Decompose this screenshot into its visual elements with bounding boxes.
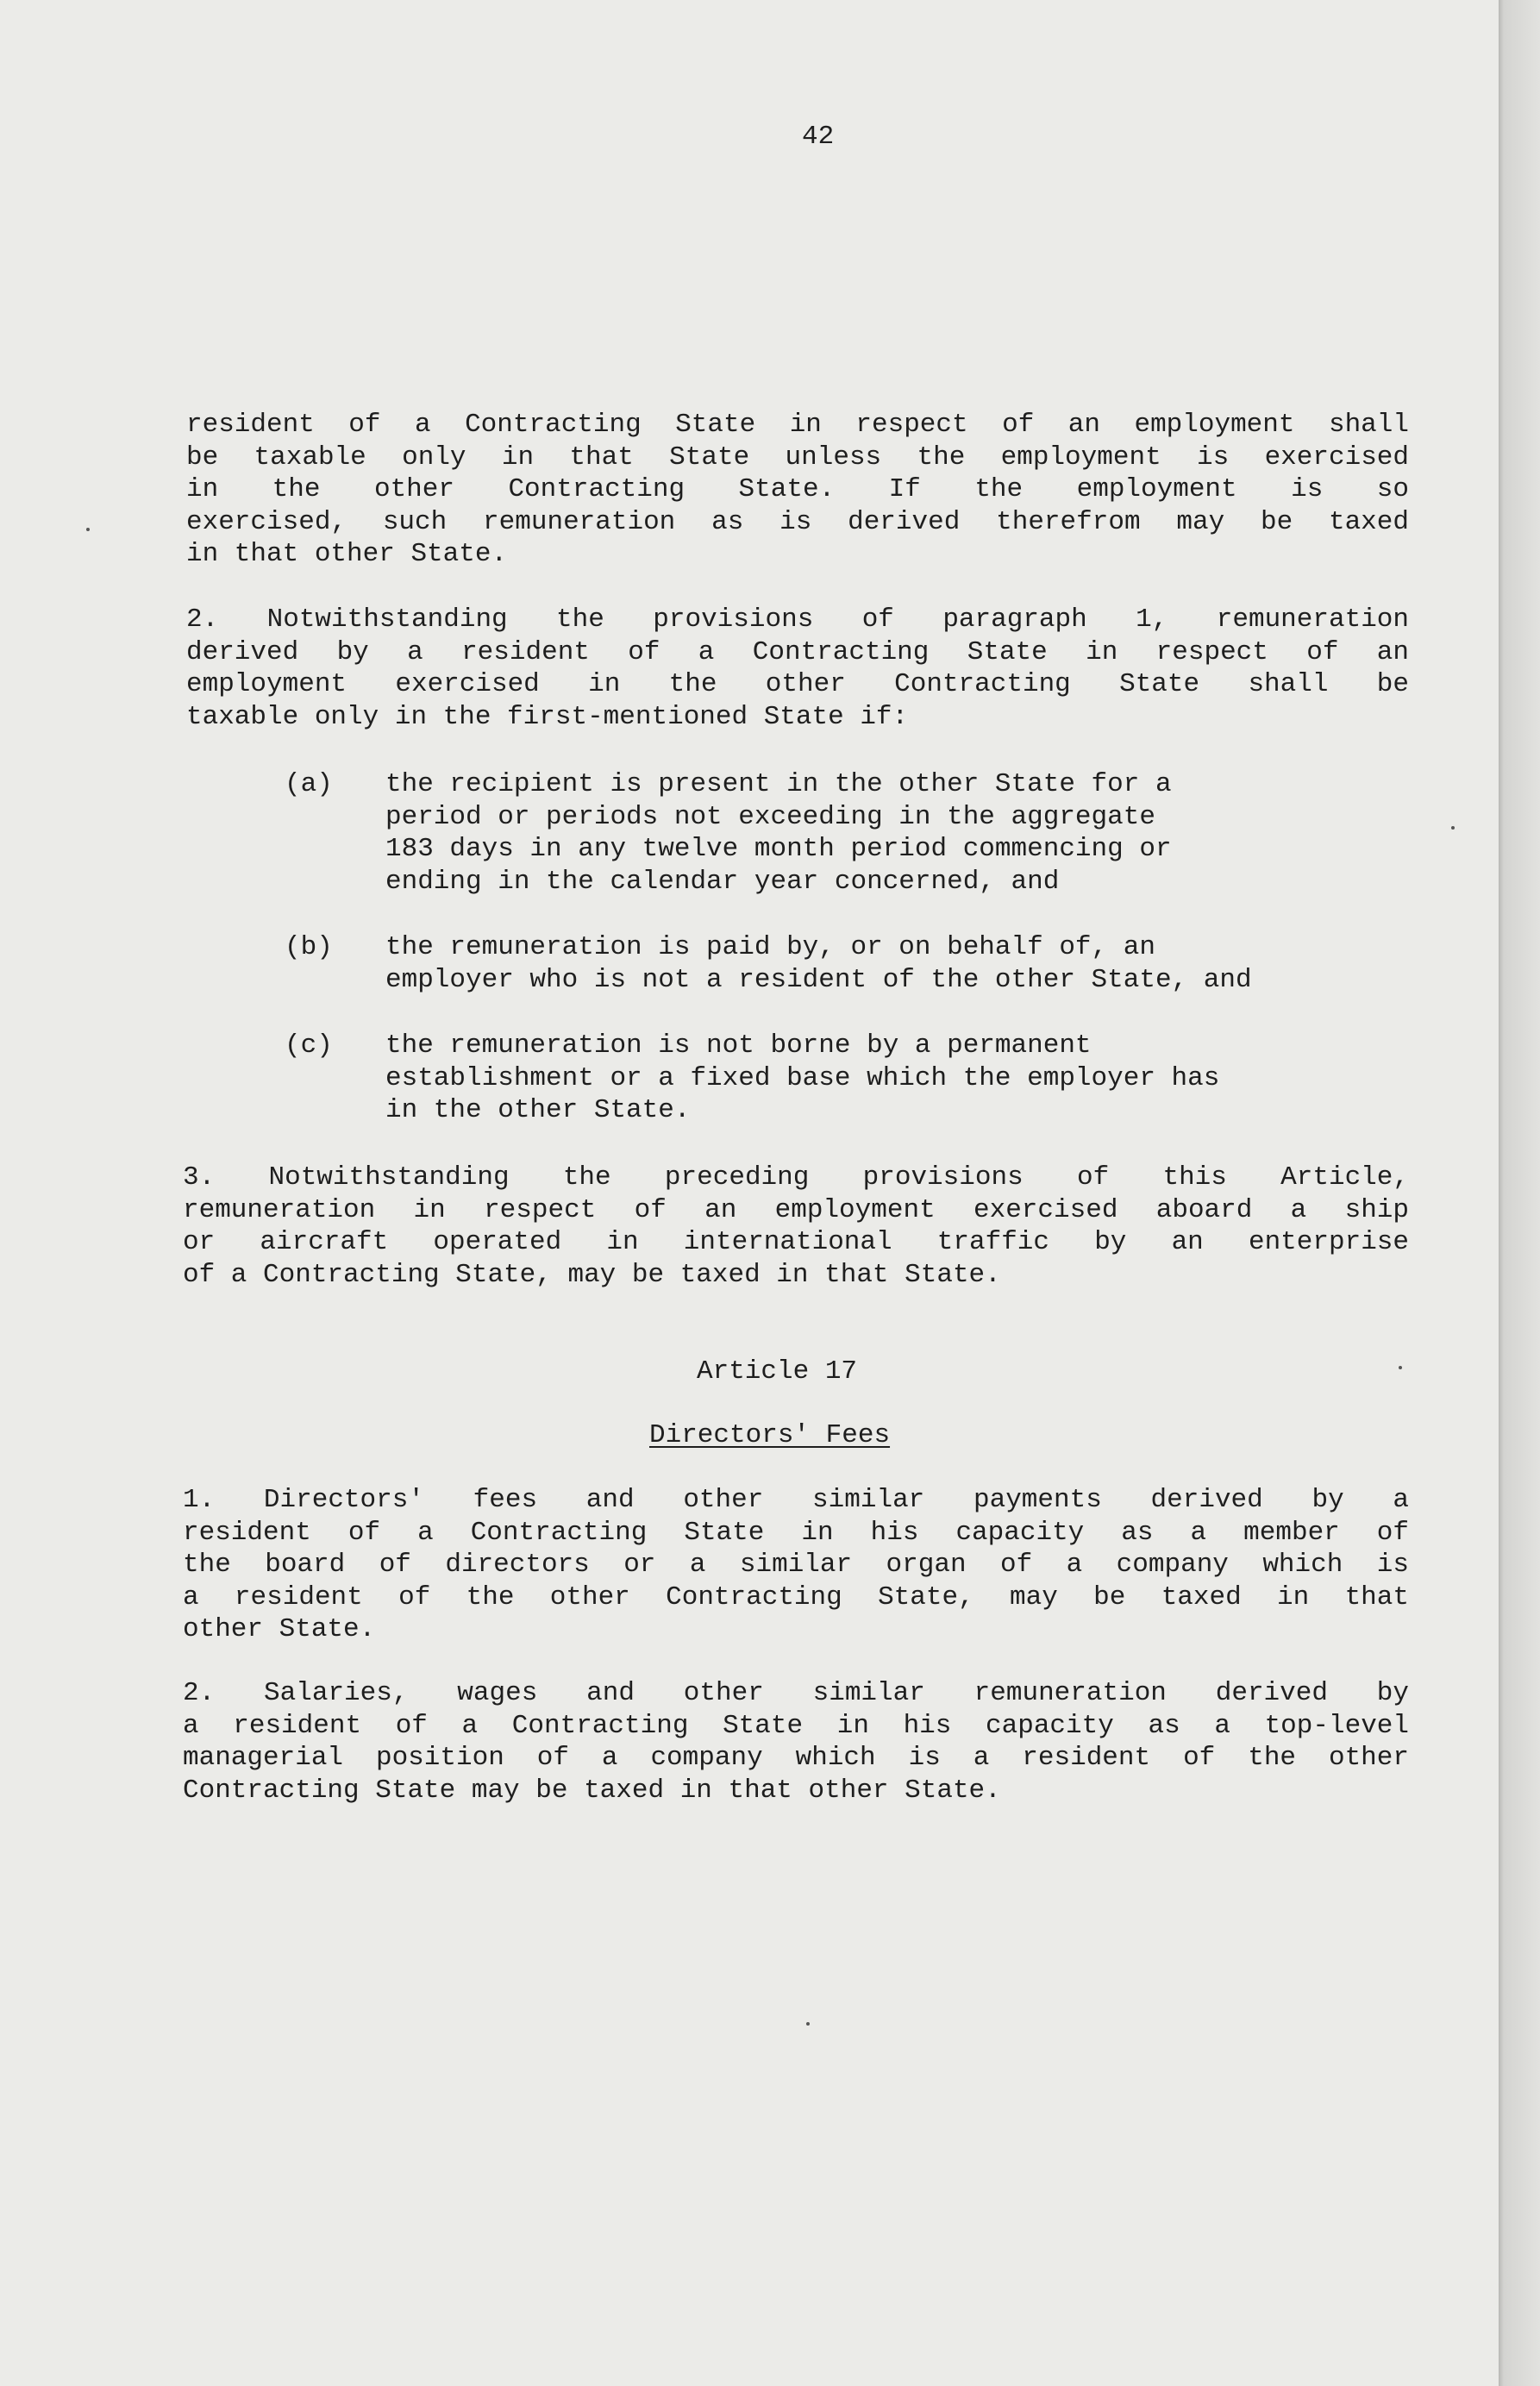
text-line: be taxable only in that State unless the employment is exercised [186, 442, 1409, 473]
text-line: taxable only in the first-mentioned State if: [186, 701, 909, 732]
paragraph-continuation [186, 409, 1409, 571]
page-number: 42 [802, 122, 835, 152]
text-line: the recipient is present in the other State for a [385, 769, 1172, 799]
text-line: 3. Notwithstanding the preceding provisions of this Article, [183, 1162, 1409, 1193]
text-line: Contracting State may be taxed in that other State. [183, 1775, 1001, 1806]
text-line: of a Contracting State, may be taxed in that State. [183, 1259, 1001, 1290]
text-line: 2. Notwithstanding the provisions of paragraph 1, remuneration [186, 604, 1409, 635]
paragraph-3 [183, 1162, 1409, 1291]
list-marker: (b) [285, 932, 333, 962]
text-line: 1. Directors' fees and other similar payments derived by a [183, 1485, 1409, 1515]
article-17-paragraph-1 [183, 1484, 1409, 1646]
text-line: a resident of a Contracting State in his capacity as a top-level [183, 1710, 1409, 1741]
text-line: period or periods not exceeding in the aggregate [385, 801, 1155, 832]
list-item-text [385, 768, 1403, 898]
text-line: remuneration in respect of an employment exercised aboard a ship [183, 1194, 1409, 1225]
list-item-text [385, 1030, 1403, 1127]
text-line: other State. [183, 1614, 376, 1644]
text-line: employer who is not a resident of the other State, and [385, 964, 1252, 995]
scan-speck [86, 528, 90, 531]
text-line: establishment or a fixed base which the employer has [385, 1062, 1220, 1093]
scan-speck [1451, 826, 1455, 830]
text-line: in the other State. [385, 1095, 691, 1125]
scan-speck [806, 2022, 810, 2026]
text-line: the remuneration is paid by, or on behalf of, an [385, 932, 1155, 962]
text-line: a resident of the other Contracting State, may be taxed in that [183, 1581, 1409, 1613]
paragraph-2 [186, 604, 1409, 733]
text-line: 2. Salaries, wages and other similar remuneration derived by [183, 1678, 1409, 1708]
list-item-text [385, 931, 1403, 996]
text-line: ending in the calendar year concerned, and [385, 866, 1060, 897]
text-line: the remuneration is not borne by a permanent [385, 1030, 1092, 1061]
article-heading: Article 17 [697, 1356, 858, 1387]
page-edge-shadow [1499, 0, 1540, 2386]
text-line: exercised, such remuneration as is derived therefrom may be taxed [186, 506, 1409, 537]
list-marker: (a) [285, 769, 333, 799]
text-line: managerial position of a company which is a resident of the other [183, 1743, 1409, 1773]
section-title: Directors' Fees [649, 1420, 891, 1450]
text-line: the board of directors or a similar organ of a company which is [183, 1550, 1409, 1580]
list-marker: (c) [285, 1030, 333, 1061]
text-line: resident of a Contracting State in respect of an employment shall [186, 410, 1409, 440]
scan-speck [1399, 1366, 1402, 1369]
text-line: in that other State. [186, 539, 508, 569]
text-line: resident of a Contracting State in his capacity as a member of [183, 1517, 1409, 1548]
text-line: employment exercised in the other Contracting State shall be [186, 669, 1409, 699]
text-line: in the other Contracting State. If the employment is so [186, 474, 1409, 504]
text-line: 183 days in any twelve month period commencing or [385, 834, 1172, 864]
text-line: derived by a resident of a Contracting State in respect of an [186, 636, 1409, 667]
text-line: or aircraft operated in international traffic by an enterprise [183, 1227, 1409, 1257]
article-17-paragraph-2 [183, 1677, 1409, 1807]
